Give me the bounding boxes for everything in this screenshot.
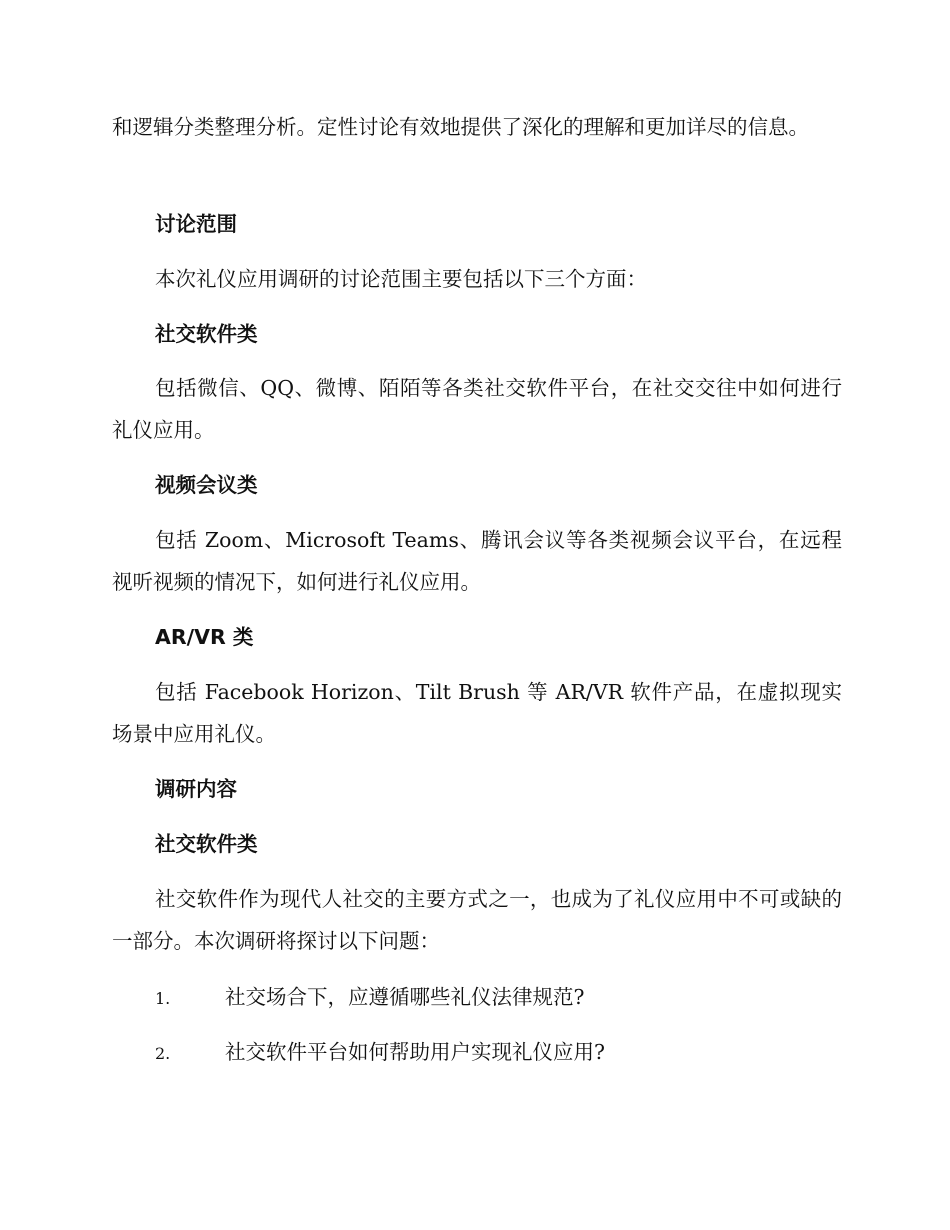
list-item-number: 2. (155, 1044, 171, 1063)
list-item-text: 社交场合下，应遵循哪些礼仪法律规范? (225, 985, 585, 1009)
heading-video-conference: 视频会议类 (155, 473, 258, 497)
paragraph-scope: 本次礼仪应用调研的讨论范围主要包括以下三个方面： (155, 267, 647, 291)
heading-discussion-scope: 讨论范围 (155, 212, 237, 236)
paragraph-video-conference: 包括 Zoom、Microsoft Teams、腾讯会议等各类视频会议平台，在远程视听视频的情况下，如何进行礼仪应用。 (112, 528, 842, 594)
list-item-number: 1. (155, 989, 171, 1008)
list-item (155, 982, 855, 1014)
heading-ar-vr: AR/VR 类 (155, 625, 254, 649)
heading-social-software-2: 社交软件类 (155, 832, 258, 856)
heading-research-content: 调研内容 (155, 777, 237, 801)
paragraph-ar-vr: 包括 Facebook Horizon、Tilt Brush 等 AR/VR 软件产品，在虚拟现实场景中应用礼仪。 (112, 680, 842, 746)
heading-social-software: 社交软件类 (155, 322, 258, 346)
paragraph-social-research: 社交软件作为现代人社交的主要方式之一，也成为了礼仪应用中不可或缺的一部分。本次调研将探讨以下问题： (112, 887, 842, 953)
list-item (155, 1037, 855, 1069)
list-item-text: 社交软件平台如何帮助用户实现礼仪应用? (225, 1040, 605, 1064)
paragraph-intro: 和逻辑分类整理分析。定性讨论有效地提供了深化的理解和更加详尽的信息。 (112, 115, 809, 139)
paragraph-social-software: 包括微信、QQ、微博、陌陌等各类社交软件平台，在社交交往中如何进行礼仪应用。 (112, 376, 842, 442)
